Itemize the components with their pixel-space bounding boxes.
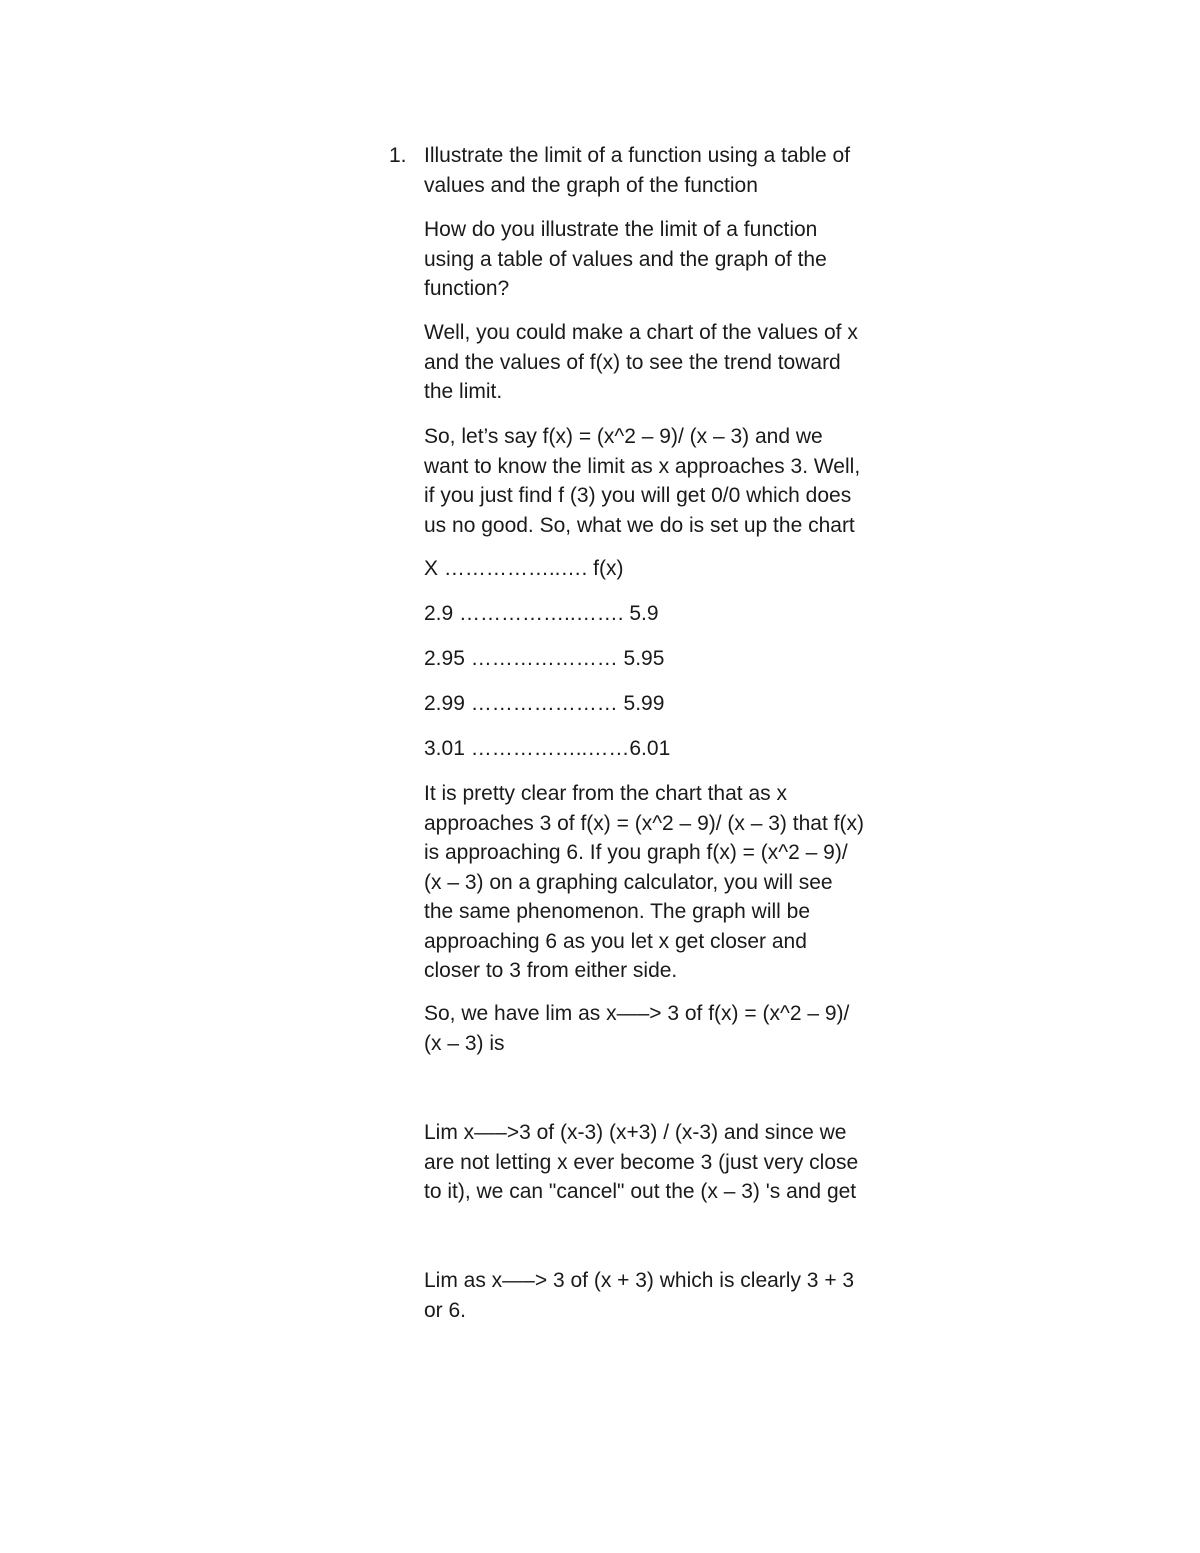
item-heading: Illustrate the limit of a function using a table of values and the graph of the function <box>424 144 851 197</box>
value-table-row: 2.95 ………………… 5.95 <box>424 647 665 670</box>
list-item-number: 1. <box>389 144 407 167</box>
value-table-row: 2.99 ………………… 5.99 <box>424 692 665 715</box>
value-table-header: X ……………..…. f(x) <box>424 557 624 580</box>
paragraph-example: So, let’s say f(x) = (x^2 – 9)/ (x – 3) and we want to know the limit as x approaches 3. Well, if you just find f (3) you will get 0/0 which does us no good. So, what we do is set up the chart <box>424 425 861 537</box>
paragraph-question: How do you illustrate the limit of a function using a table of values and the graph of the function? <box>424 218 827 300</box>
paragraph-limit-statement: So, we have lim as x—–> 3 of f(x) = (x^2 – 9)/ (x – 3) is <box>424 1002 850 1055</box>
value-table-row: 3.01 ……………..……6.01 <box>424 737 671 760</box>
paragraph-factor: Lim x—–>3 of (x-3) (x+3) / (x-3) and since we are not letting x ever become 3 (just very close to it), we can "cancel" out the (x – 3) 's and get <box>424 1121 859 1203</box>
paragraph-final: Lim as x—–> 3 of (x + 3) which is clearly 3 + 3 or 6. <box>424 1269 855 1322</box>
paragraph-conclusion: It is pretty clear from the chart that as x approaches 3 of f(x) = (x^2 – 9)/ (x – 3) that f(x) is approaching 6. If you graph f(x) = (x^2 – 9)/ (x – 3) on a graphing calculator, you will see the same phenomenon. The graph will be approaching 6 as you let x get closer and closer to 3 from either side. <box>424 782 864 982</box>
paragraph-chart-intro: Well, you could make a chart of the values of x and the values of f(x) to see the trend toward the limit. <box>424 321 858 403</box>
value-table-row: 2.9 ……………..……. 5.9 <box>424 602 659 625</box>
